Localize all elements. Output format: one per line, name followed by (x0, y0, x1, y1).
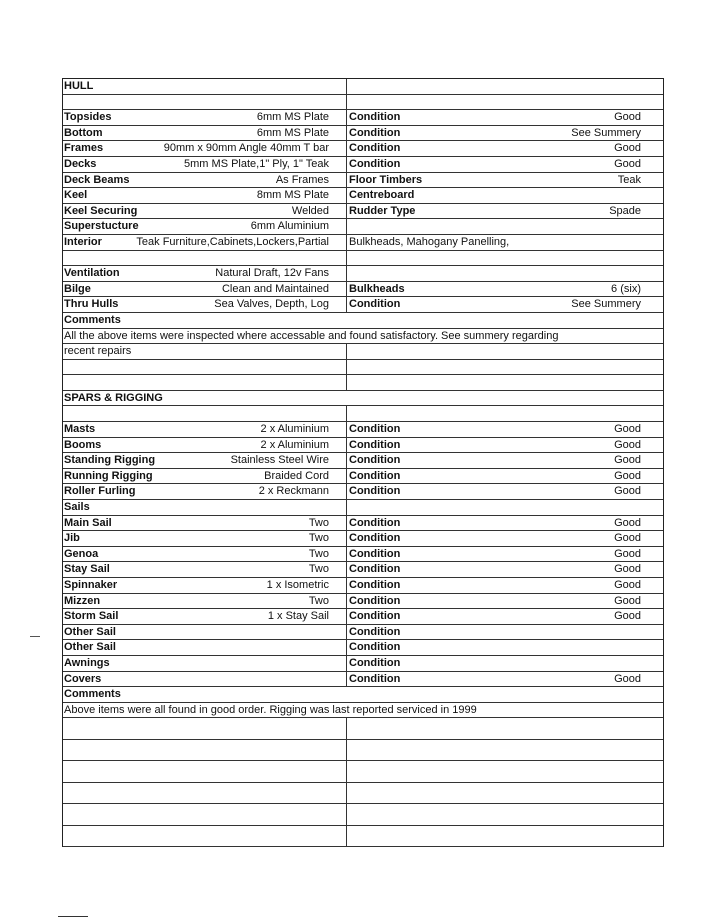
section-header-hull (63, 79, 663, 95)
field-label: Bottom (64, 126, 103, 139)
condition-label: Bulkheads (349, 282, 405, 295)
column-divider (346, 500, 347, 515)
column-divider (346, 718, 347, 739)
field-value: Stainless Steel Wire (230, 454, 329, 467)
condition-value: Good (614, 579, 641, 591)
comments-text: recent repairs (64, 345, 132, 358)
column-divider (346, 126, 347, 141)
condition-label: Condition (349, 594, 401, 607)
condition-value: Good (614, 594, 641, 607)
condition-label: Condition (349, 438, 401, 451)
condition-value: Good (614, 547, 641, 560)
field-label: Spinnaker (64, 579, 118, 591)
condition-value: Good (614, 563, 641, 576)
table-row (63, 422, 663, 438)
comments-text: All the above items were inspected where accessable and found satisfactory. See summery regarding (64, 329, 559, 342)
field-label: Frames (64, 142, 104, 155)
sails-label: Sails (64, 501, 90, 514)
spacer-row (63, 406, 663, 422)
blank-row (63, 375, 663, 391)
condition-value: 6 (six) (611, 282, 641, 295)
blank-row (63, 783, 663, 805)
condition-value: Good (614, 111, 641, 124)
field-value: Two (308, 532, 329, 545)
field-label: Masts (64, 423, 96, 436)
condition-value: Good (614, 469, 641, 482)
condition-value: Teak (617, 173, 641, 186)
column-divider (346, 344, 347, 359)
column-divider (346, 79, 347, 94)
column-divider (346, 672, 347, 687)
field-label: Interior (64, 235, 102, 248)
blank-row (63, 761, 663, 783)
condition-label: Condition (349, 641, 401, 654)
table-row (63, 266, 663, 282)
field-label: Stay Sail (64, 563, 110, 576)
column-divider (346, 594, 347, 609)
blank-row (63, 804, 663, 826)
table-row (63, 110, 663, 126)
table-row (63, 219, 663, 235)
condition-value: Good (614, 157, 641, 170)
table-row (63, 453, 663, 469)
field-label: Booms (64, 438, 102, 451)
field-label: Main Sail (64, 516, 112, 529)
field-label: Jib (64, 532, 80, 545)
column-divider (346, 157, 347, 172)
column-divider (346, 375, 347, 390)
field-label: Superstucture (64, 220, 139, 233)
blank-row (63, 826, 663, 848)
table-row (63, 640, 663, 656)
table-row (63, 516, 663, 532)
field-label: Keel (64, 189, 88, 202)
condition-value: Spade (609, 204, 641, 217)
field-value: 1 x Isometric (266, 579, 329, 591)
condition-label: Condition (349, 142, 401, 155)
table-row (63, 578, 663, 594)
column-divider (346, 547, 347, 562)
column-divider (346, 297, 347, 312)
field-value: 8mm MS Plate (256, 189, 329, 202)
column-divider (346, 422, 347, 437)
section-title: SPARS & RIGGING (64, 391, 163, 404)
field-value: Two (308, 516, 329, 529)
blank-row (63, 718, 663, 740)
column-divider (346, 656, 347, 671)
field-label: Thru Hulls (64, 298, 119, 311)
field-value: Teak Furniture,Cabinets,Lockers,Partial (136, 235, 329, 248)
field-value: 90mm x 90mm Angle 40mm T bar (163, 142, 329, 155)
column-divider (346, 173, 347, 188)
field-value: 6mm MS Plate (256, 111, 329, 124)
field-value: Clean and Maintained (221, 282, 329, 295)
column-divider (346, 562, 347, 577)
condition-label: Condition (349, 469, 401, 482)
column-divider (346, 251, 347, 266)
field-label: Deck Beams (64, 173, 130, 186)
condition-value: Good (614, 610, 641, 623)
field-value: 2 x Reckmann (258, 485, 329, 498)
column-divider (346, 266, 347, 281)
condition-label: Rudder Type (349, 204, 416, 217)
condition-label: Floor Timbers (349, 173, 423, 186)
table-row (63, 531, 663, 547)
field-value: Sea Valves, Depth, Log (214, 298, 329, 311)
field-label: Mizzen (64, 594, 101, 607)
survey-sheet (62, 78, 664, 847)
comments-label-row (63, 313, 663, 329)
spacer-row (63, 251, 663, 267)
column-divider (346, 110, 347, 125)
field-label: Genoa (64, 547, 99, 560)
field-value: Welded (291, 204, 329, 217)
condition-value: Good (614, 485, 641, 498)
condition-label: Condition (349, 547, 401, 560)
column-divider (346, 740, 347, 761)
condition-label: Condition (349, 157, 401, 170)
condition-label: Centreboard (349, 189, 415, 202)
condition-label: Condition (349, 126, 401, 139)
field-label: Standing Rigging (64, 454, 156, 467)
field-label: Topsides (64, 111, 112, 124)
table-row (63, 204, 663, 220)
column-divider (346, 438, 347, 453)
table-row (63, 438, 663, 454)
column-divider (346, 219, 347, 234)
condition-label: Condition (349, 563, 401, 576)
table-row (63, 141, 663, 157)
spacer-row (63, 95, 663, 111)
margin-mark (30, 636, 40, 637)
field-label: Storm Sail (64, 610, 119, 623)
condition-label: Condition (349, 454, 401, 467)
comments-label: Comments (64, 688, 121, 701)
condition-label: Condition (349, 672, 401, 685)
condition-label: Condition (349, 532, 401, 545)
field-value: Braided Cord (264, 469, 329, 482)
column-divider (346, 235, 347, 250)
column-divider (346, 609, 347, 624)
blank-row (63, 740, 663, 762)
column-divider (346, 640, 347, 655)
condition-label: Condition (349, 111, 401, 124)
column-divider (346, 578, 347, 593)
column-divider (346, 141, 347, 156)
table-row (63, 609, 663, 625)
table-row (63, 173, 663, 189)
field-value: Natural Draft, 12v Fans (215, 267, 329, 280)
condition-value: Good (614, 516, 641, 529)
comments-row (63, 329, 663, 345)
condition-label: Condition (349, 298, 401, 311)
condition-value: Good (614, 438, 641, 451)
column-divider (346, 95, 347, 110)
column-divider (346, 204, 347, 219)
table-row (63, 282, 663, 298)
column-divider (346, 188, 347, 203)
field-value: Two (308, 594, 329, 607)
field-value: 5mm MS Plate,1" Ply, 1" Teak (184, 157, 329, 170)
field-label: Awnings (64, 656, 110, 669)
column-divider (346, 282, 347, 297)
field-value: 6mm MS Plate (256, 126, 329, 139)
comments-row (63, 344, 663, 360)
condition-value: See Summery (571, 126, 641, 139)
field-value: Two (308, 563, 329, 576)
condition-value: Good (614, 454, 641, 467)
field-value: As Frames (275, 173, 329, 186)
section-title: HULL (64, 80, 94, 92)
condition-value: Good (614, 142, 641, 155)
field-label: Other Sail (64, 625, 116, 638)
table-row (63, 469, 663, 485)
comments-row (63, 703, 663, 719)
condition-label: Condition (349, 610, 401, 623)
column-divider (346, 783, 347, 804)
table-row (63, 126, 663, 142)
table-row (63, 625, 663, 641)
field-value: 2 x Aluminium (260, 438, 329, 451)
condition-value: See Summery (571, 298, 641, 311)
column-divider (346, 406, 347, 421)
field-label: Decks (64, 157, 97, 170)
column-divider (346, 516, 347, 531)
table-row (63, 547, 663, 563)
column-divider (346, 453, 347, 468)
column-divider (346, 360, 347, 375)
condition-value: Good (614, 672, 641, 685)
table-row (63, 188, 663, 204)
field-label: Roller Furling (64, 485, 136, 498)
condition-label: Condition (349, 423, 401, 436)
condition-label: Condition (349, 485, 401, 498)
field-value: 2 x Aluminium (260, 423, 329, 436)
field-label: Running Rigging (64, 469, 153, 482)
comments-label: Comments (64, 313, 121, 326)
comments-text: Above items were all found in good order. Rigging was last reported serviced in 1999 (64, 703, 477, 716)
table-row (63, 594, 663, 610)
column-divider (346, 625, 347, 640)
field-value: Two (308, 547, 329, 560)
condition-label: Condition (349, 625, 401, 638)
column-divider (346, 531, 347, 546)
field-label: Bilge (64, 282, 91, 295)
table-row (63, 562, 663, 578)
column-divider (346, 469, 347, 484)
interior-row (63, 235, 663, 251)
sails-label-row (63, 500, 663, 516)
table-row (63, 672, 663, 688)
field-label: Ventilation (64, 267, 120, 280)
column-divider (346, 804, 347, 825)
table-row (63, 297, 663, 313)
table-row (63, 656, 663, 672)
condition-value: Good (614, 532, 641, 545)
condition-label: Condition (349, 579, 401, 591)
blank-row (63, 360, 663, 376)
field-label: Keel Securing (64, 204, 138, 217)
condition-value: Good (614, 423, 641, 436)
field-label: Other Sail (64, 641, 116, 654)
comments-label-row (63, 687, 663, 703)
field-value: 1 x Stay Sail (267, 610, 329, 623)
section-header-spars (63, 391, 663, 407)
condition-label: Condition (349, 516, 401, 529)
table-row (63, 157, 663, 173)
table-row (63, 484, 663, 500)
field-value: 6mm Aluminium (250, 220, 329, 233)
field-value-continued: Bulkheads, Mahogany Panelling, (349, 235, 510, 248)
column-divider (346, 761, 347, 782)
column-divider (346, 484, 347, 499)
field-label: Covers (64, 672, 102, 685)
column-divider (346, 826, 347, 847)
condition-label: Condition (349, 656, 401, 669)
footer-mark (58, 916, 88, 917)
